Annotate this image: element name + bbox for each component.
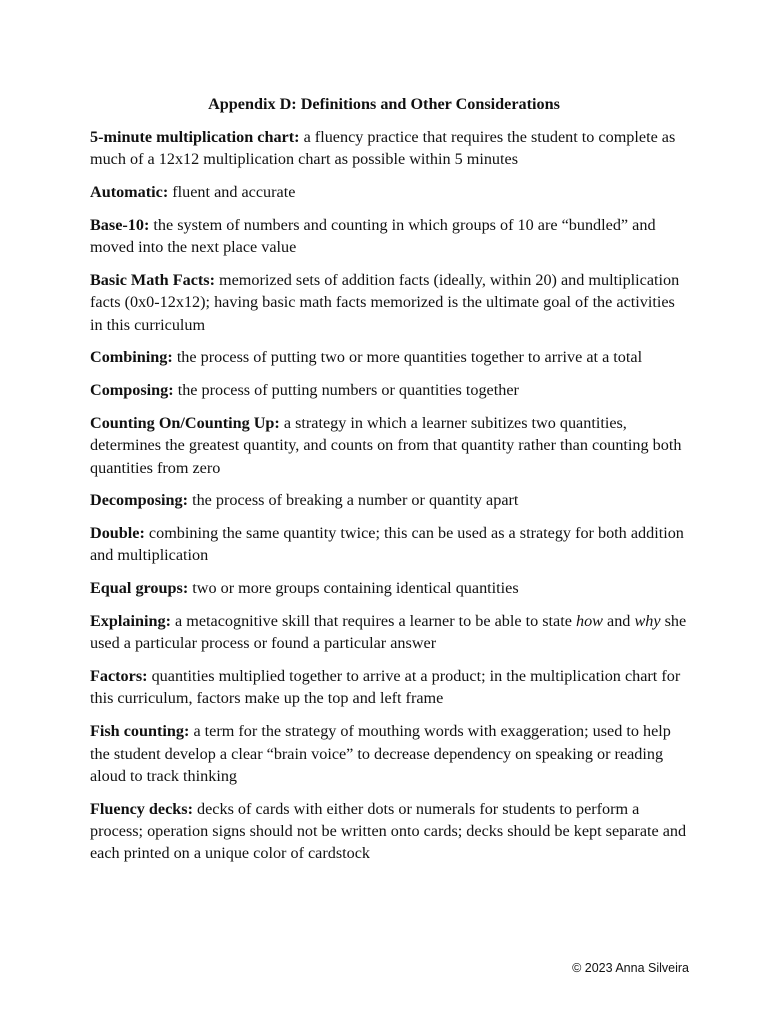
definition-entry: [90, 720, 690, 787]
definition-term: Factors:: [90, 667, 148, 686]
emphasis-how: how: [575, 612, 603, 631]
definition-text: fluent and accurate: [168, 183, 296, 202]
definition-term: 5-minute multiplication chart:: [90, 128, 300, 146]
definition-text: memorized sets of addition facts (ideally, within 20) and multiplication facts (0x0-12x12); having basic math facts memorized is the ultimate goal of the activities in this curriculum: [90, 270, 680, 334]
definition-entry: [90, 798, 690, 865]
copyright-footer: © 2023 Anna Silveira: [572, 961, 689, 975]
definition-term: Fluency decks:: [90, 799, 193, 818]
definition-text: a term for the strategy of mouthing words with exaggeration; used to help the student develop a clear “brain voice” to decrease dependency on speaking or reading aloud to track thinking: [90, 722, 671, 785]
definitions-list: [90, 126, 690, 875]
definition-entry: [90, 665, 690, 710]
definition-term: Basic Math Facts:: [90, 270, 215, 289]
definition-entry: [90, 577, 690, 599]
definition-term: Combining:: [90, 348, 173, 367]
definition-entry: [90, 412, 690, 479]
definition-entry: [90, 181, 690, 203]
definition-text: the process of breaking a number or quantity apart: [188, 491, 519, 510]
definition-entry: [90, 346, 690, 368]
definition-term: Automatic:: [90, 183, 169, 202]
definition-text: a fluency practice that requires the student to complete as much of a 12x12 multiplication chart as possible within 5 minutes: [90, 128, 676, 169]
definition-text: decks of cards with either dots or numerals for students to perform a process; operation signs should not be written onto cards; decks should be kept separate and each printed on a unique color of cardstock: [90, 799, 687, 863]
definition-text: two or more groups containing identical quantities: [188, 579, 519, 598]
definition-term: Fish counting:: [90, 722, 190, 741]
definition-text: quantities multiplied together to arrive at a product; in the multiplication chart for this curriculum, factors make up the top and left frame: [90, 667, 681, 708]
definition-entry: [90, 610, 690, 655]
definition-entry: [90, 489, 690, 511]
definition-term: Explaining:: [90, 612, 171, 631]
definition-text: she used a particular process or found a particular answer: [90, 612, 687, 653]
definition-text: a strategy in which a learner subitizes two quantities, determines the greatest quantity, and counts on from that quantity rather than counting both quantities from zero: [90, 413, 682, 477]
definition-entry: [90, 379, 690, 401]
emphasis-why: why: [634, 612, 661, 631]
page-title: Appendix D: Definitions and Other Considerations: [208, 95, 560, 113]
definition-text: combining the same quantity twice; this can be used as a strategy for both addition and multiplication: [90, 524, 684, 565]
definition-text: the process of putting two or more quantities together to arrive at a total: [172, 348, 643, 367]
definition-text: a metacognitive skill that requires a learner to be able to state: [170, 612, 576, 631]
definition-text: and: [602, 612, 635, 631]
definition-text: the system of numbers and counting in which groups of 10 are “bundled” and moved into the next place value: [90, 215, 656, 257]
definition-term: Decomposing:: [90, 491, 189, 510]
definition-text: the process of putting numbers or quantities together: [173, 381, 519, 400]
definition-entry: [90, 214, 690, 259]
definition-entry: [90, 522, 690, 567]
definition-term: Composing:: [90, 381, 174, 400]
definition-term: Counting On/Counting Up:: [90, 413, 280, 432]
definition-term: Double:: [90, 524, 145, 543]
definition-entry: [90, 269, 690, 336]
definition-entry: [90, 126, 690, 171]
definition-term: Equal groups:: [90, 579, 189, 598]
definition-term: Base-10:: [90, 215, 150, 234]
